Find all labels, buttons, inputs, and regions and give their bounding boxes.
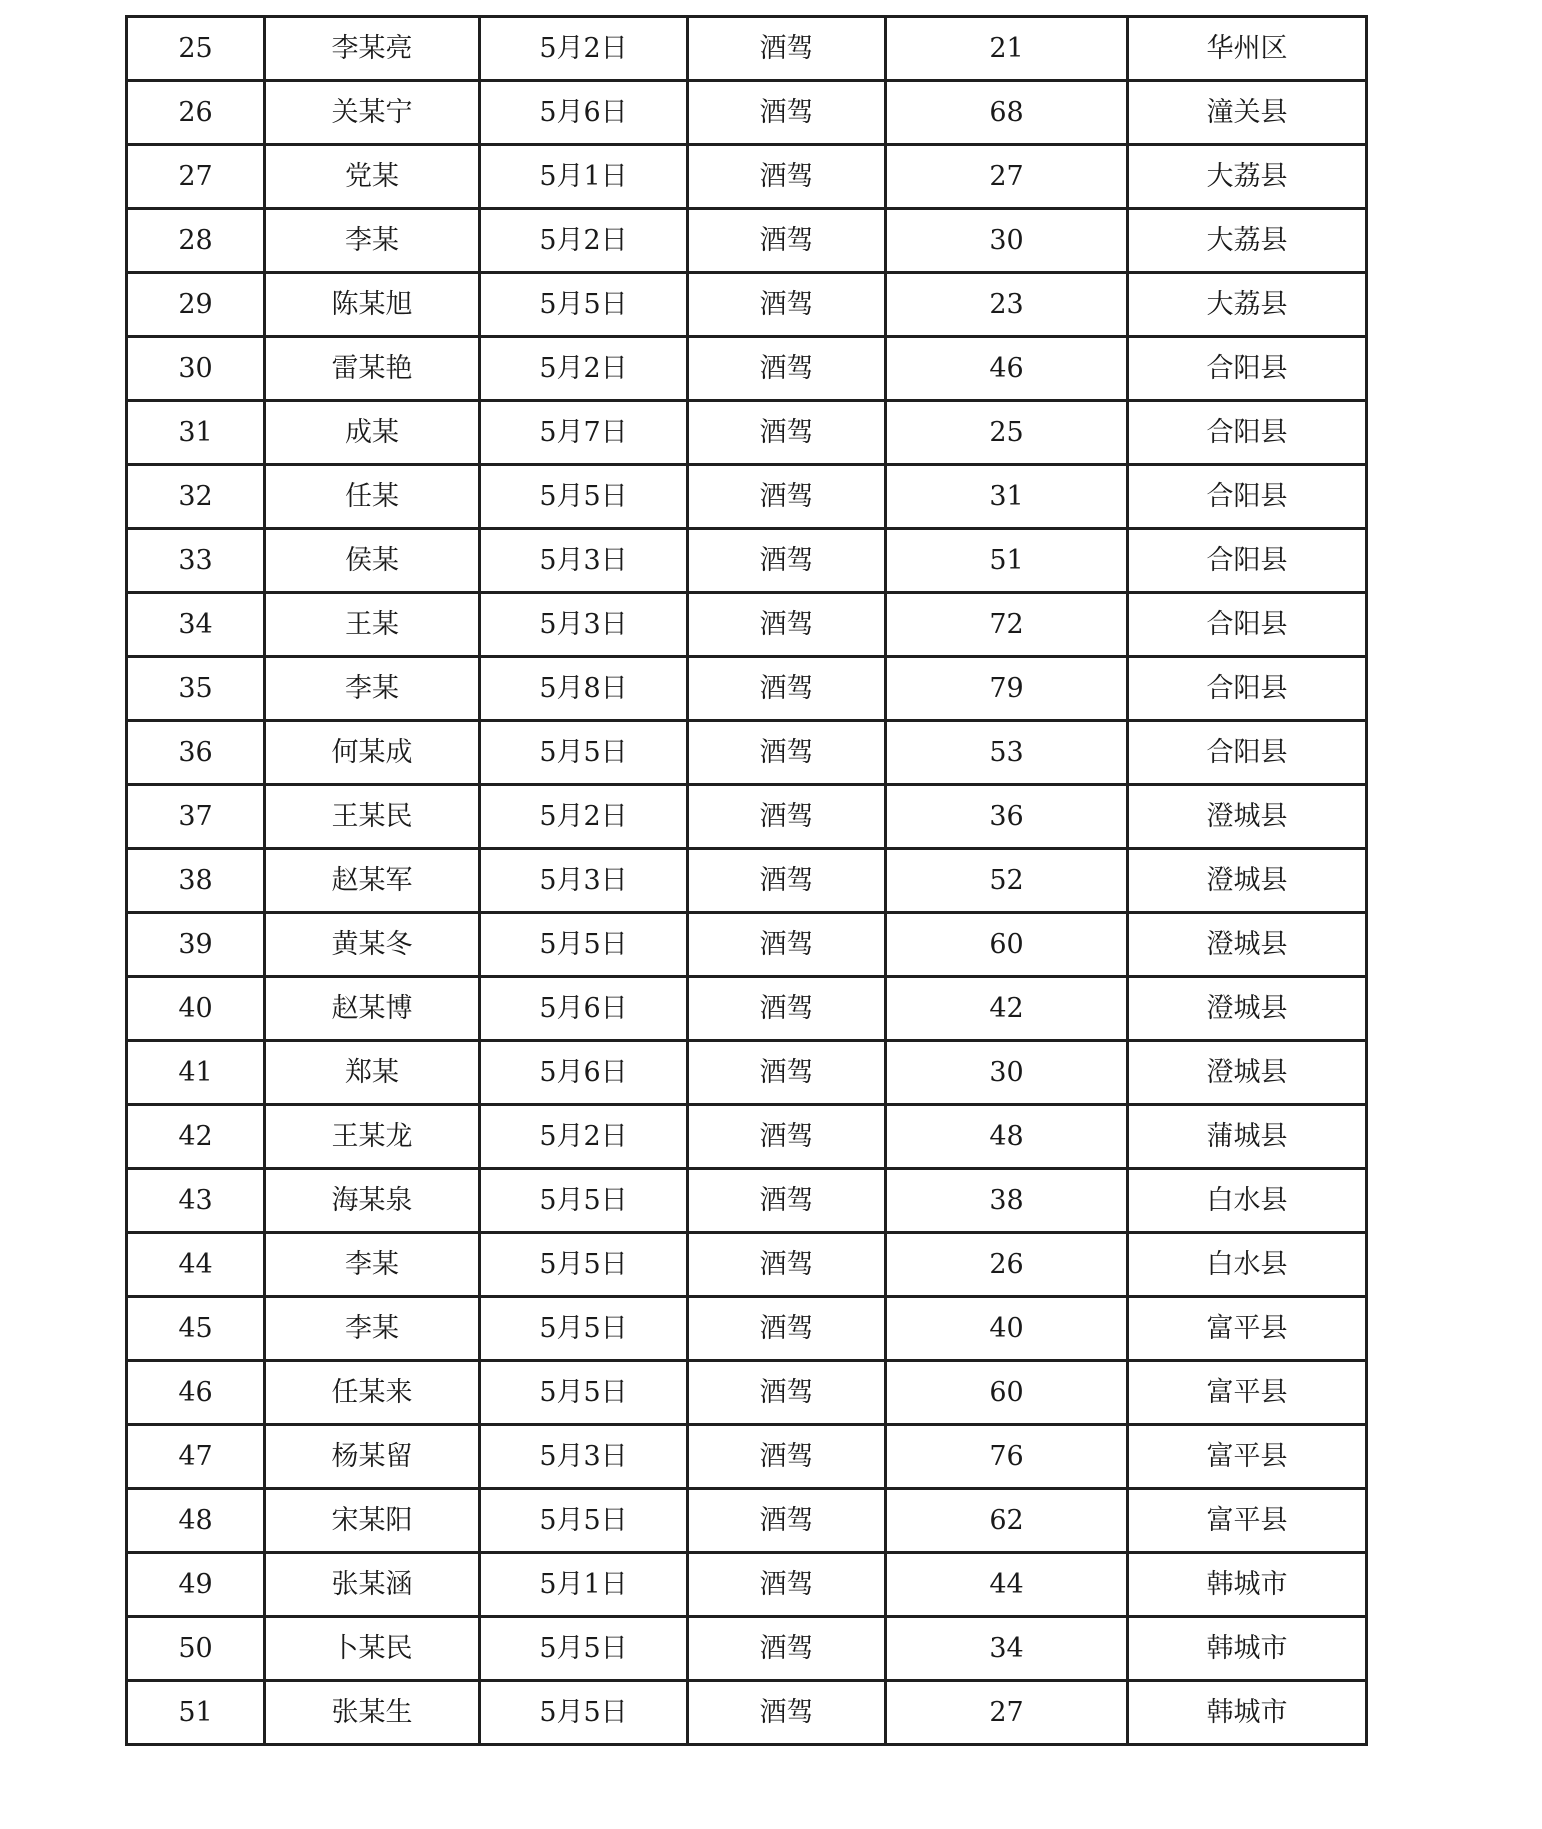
row-number-cell: 30 xyxy=(127,337,265,401)
name-cell: 李某 xyxy=(265,657,480,721)
records-table-body xyxy=(127,17,1367,1745)
district-cell: 大荔县 xyxy=(1128,145,1367,209)
district-cell: 华州区 xyxy=(1128,17,1367,81)
name-cell: 王某 xyxy=(265,593,480,657)
row-number-cell: 44 xyxy=(127,1233,265,1297)
table-row xyxy=(127,17,1367,81)
name-cell: 何某成 xyxy=(265,721,480,785)
name-cell: 张某涵 xyxy=(265,1553,480,1617)
row-number-cell: 25 xyxy=(127,17,265,81)
violation-type-cell: 酒驾 xyxy=(688,593,886,657)
date-cell: 5月2日 xyxy=(480,785,688,849)
date-cell: 5月5日 xyxy=(480,465,688,529)
district-cell: 澄城县 xyxy=(1128,849,1367,913)
district-cell: 合阳县 xyxy=(1128,657,1367,721)
name-cell: 李某 xyxy=(265,1297,480,1361)
violation-type-cell: 酒驾 xyxy=(688,337,886,401)
row-number-cell: 39 xyxy=(127,913,265,977)
row-number-cell: 42 xyxy=(127,1105,265,1169)
name-cell: 黄某冬 xyxy=(265,913,480,977)
district-cell: 富平县 xyxy=(1128,1297,1367,1361)
district-cell: 韩城市 xyxy=(1128,1617,1367,1681)
name-cell: 宋某阳 xyxy=(265,1489,480,1553)
name-cell: 赵某军 xyxy=(265,849,480,913)
violation-type-cell: 酒驾 xyxy=(688,977,886,1041)
district-cell: 韩城市 xyxy=(1128,1553,1367,1617)
value-cell: 40 xyxy=(886,1297,1128,1361)
date-cell: 5月5日 xyxy=(480,1297,688,1361)
date-cell: 5月3日 xyxy=(480,529,688,593)
name-cell: 王某民 xyxy=(265,785,480,849)
table-row xyxy=(127,1681,1367,1745)
value-cell: 26 xyxy=(886,1233,1128,1297)
date-cell: 5月6日 xyxy=(480,977,688,1041)
row-number-cell: 29 xyxy=(127,273,265,337)
name-cell: 赵某博 xyxy=(265,977,480,1041)
value-cell: 68 xyxy=(886,81,1128,145)
date-cell: 5月6日 xyxy=(480,81,688,145)
name-cell: 关某宁 xyxy=(265,81,480,145)
district-cell: 合阳县 xyxy=(1128,401,1367,465)
date-cell: 5月5日 xyxy=(480,1233,688,1297)
district-cell: 潼关县 xyxy=(1128,81,1367,145)
table-row xyxy=(127,145,1367,209)
violation-type-cell: 酒驾 xyxy=(688,401,886,465)
row-number-cell: 36 xyxy=(127,721,265,785)
name-cell: 任某 xyxy=(265,465,480,529)
violation-type-cell: 酒驾 xyxy=(688,209,886,273)
violation-type-cell: 酒驾 xyxy=(688,1105,886,1169)
value-cell: 46 xyxy=(886,337,1128,401)
row-number-cell: 49 xyxy=(127,1553,265,1617)
violation-type-cell: 酒驾 xyxy=(688,81,886,145)
table-row xyxy=(127,273,1367,337)
date-cell: 5月7日 xyxy=(480,401,688,465)
violation-type-cell: 酒驾 xyxy=(688,17,886,81)
name-cell: 王某龙 xyxy=(265,1105,480,1169)
table-row xyxy=(127,1489,1367,1553)
date-cell: 5月8日 xyxy=(480,657,688,721)
date-cell: 5月5日 xyxy=(480,721,688,785)
name-cell: 任某来 xyxy=(265,1361,480,1425)
district-cell: 大荔县 xyxy=(1128,209,1367,273)
district-cell: 澄城县 xyxy=(1128,977,1367,1041)
date-cell: 5月1日 xyxy=(480,1553,688,1617)
table-row xyxy=(127,401,1367,465)
name-cell: 成某 xyxy=(265,401,480,465)
date-cell: 5月5日 xyxy=(480,1617,688,1681)
value-cell: 25 xyxy=(886,401,1128,465)
row-number-cell: 34 xyxy=(127,593,265,657)
row-number-cell: 27 xyxy=(127,145,265,209)
district-cell: 澄城县 xyxy=(1128,1041,1367,1105)
table-row xyxy=(127,209,1367,273)
table-row xyxy=(127,785,1367,849)
name-cell: 党某 xyxy=(265,145,480,209)
table-row xyxy=(127,593,1367,657)
violation-type-cell: 酒驾 xyxy=(688,721,886,785)
value-cell: 62 xyxy=(886,1489,1128,1553)
table-row xyxy=(127,849,1367,913)
value-cell: 79 xyxy=(886,657,1128,721)
district-cell: 白水县 xyxy=(1128,1233,1367,1297)
value-cell: 30 xyxy=(886,1041,1128,1105)
date-cell: 5月5日 xyxy=(480,1361,688,1425)
table-row xyxy=(127,977,1367,1041)
value-cell: 30 xyxy=(886,209,1128,273)
row-number-cell: 38 xyxy=(127,849,265,913)
table-row xyxy=(127,81,1367,145)
row-number-cell: 26 xyxy=(127,81,265,145)
district-cell: 韩城市 xyxy=(1128,1681,1367,1745)
table-row xyxy=(127,1105,1367,1169)
value-cell: 36 xyxy=(886,785,1128,849)
row-number-cell: 50 xyxy=(127,1617,265,1681)
name-cell: 郑某 xyxy=(265,1041,480,1105)
district-cell: 澄城县 xyxy=(1128,785,1367,849)
row-number-cell: 31 xyxy=(127,401,265,465)
violation-type-cell: 酒驾 xyxy=(688,1553,886,1617)
table-row xyxy=(127,1553,1367,1617)
district-cell: 合阳县 xyxy=(1128,337,1367,401)
violation-type-cell: 酒驾 xyxy=(688,529,886,593)
table-row xyxy=(127,657,1367,721)
value-cell: 27 xyxy=(886,1681,1128,1745)
district-cell: 合阳县 xyxy=(1128,721,1367,785)
table-row xyxy=(127,721,1367,785)
row-number-cell: 40 xyxy=(127,977,265,1041)
table-row xyxy=(127,1041,1367,1105)
row-number-cell: 28 xyxy=(127,209,265,273)
name-cell: 海某泉 xyxy=(265,1169,480,1233)
row-number-cell: 46 xyxy=(127,1361,265,1425)
violation-type-cell: 酒驾 xyxy=(688,785,886,849)
value-cell: 34 xyxy=(886,1617,1128,1681)
violation-type-cell: 酒驾 xyxy=(688,1169,886,1233)
district-cell: 富平县 xyxy=(1128,1425,1367,1489)
value-cell: 60 xyxy=(886,1361,1128,1425)
name-cell: 李某 xyxy=(265,1233,480,1297)
name-cell: 侯某 xyxy=(265,529,480,593)
records-table xyxy=(125,15,1368,1746)
date-cell: 5月5日 xyxy=(480,1169,688,1233)
table-row xyxy=(127,913,1367,977)
district-cell: 澄城县 xyxy=(1128,913,1367,977)
date-cell: 5月3日 xyxy=(480,849,688,913)
date-cell: 5月2日 xyxy=(480,337,688,401)
value-cell: 44 xyxy=(886,1553,1128,1617)
violation-type-cell: 酒驾 xyxy=(688,1041,886,1105)
value-cell: 51 xyxy=(886,529,1128,593)
date-cell: 5月5日 xyxy=(480,1489,688,1553)
name-cell: 杨某留 xyxy=(265,1425,480,1489)
row-number-cell: 41 xyxy=(127,1041,265,1105)
date-cell: 5月5日 xyxy=(480,273,688,337)
name-cell: 李某亮 xyxy=(265,17,480,81)
value-cell: 76 xyxy=(886,1425,1128,1489)
row-number-cell: 33 xyxy=(127,529,265,593)
value-cell: 53 xyxy=(886,721,1128,785)
date-cell: 5月2日 xyxy=(480,17,688,81)
violation-type-cell: 酒驾 xyxy=(688,1297,886,1361)
row-number-cell: 37 xyxy=(127,785,265,849)
date-cell: 5月3日 xyxy=(480,593,688,657)
value-cell: 60 xyxy=(886,913,1128,977)
violation-type-cell: 酒驾 xyxy=(688,1617,886,1681)
value-cell: 52 xyxy=(886,849,1128,913)
name-cell: 李某 xyxy=(265,209,480,273)
violation-type-cell: 酒驾 xyxy=(688,849,886,913)
row-number-cell: 47 xyxy=(127,1425,265,1489)
row-number-cell: 45 xyxy=(127,1297,265,1361)
violation-type-cell: 酒驾 xyxy=(688,1233,886,1297)
row-number-cell: 51 xyxy=(127,1681,265,1745)
row-number-cell: 48 xyxy=(127,1489,265,1553)
table-row xyxy=(127,1425,1367,1489)
value-cell: 21 xyxy=(886,17,1128,81)
value-cell: 27 xyxy=(886,145,1128,209)
date-cell: 5月6日 xyxy=(480,1041,688,1105)
document-page xyxy=(125,15,1365,1746)
table-row xyxy=(127,1169,1367,1233)
date-cell: 5月5日 xyxy=(480,913,688,977)
district-cell: 合阳县 xyxy=(1128,465,1367,529)
table-row xyxy=(127,465,1367,529)
value-cell: 38 xyxy=(886,1169,1128,1233)
date-cell: 5月1日 xyxy=(480,145,688,209)
district-cell: 大荔县 xyxy=(1128,273,1367,337)
table-row xyxy=(127,529,1367,593)
row-number-cell: 35 xyxy=(127,657,265,721)
name-cell: 雷某艳 xyxy=(265,337,480,401)
violation-type-cell: 酒驾 xyxy=(688,273,886,337)
district-cell: 合阳县 xyxy=(1128,593,1367,657)
violation-type-cell: 酒驾 xyxy=(688,1489,886,1553)
table-row xyxy=(127,1297,1367,1361)
district-cell: 富平县 xyxy=(1128,1361,1367,1425)
value-cell: 48 xyxy=(886,1105,1128,1169)
violation-type-cell: 酒驾 xyxy=(688,657,886,721)
row-number-cell: 43 xyxy=(127,1169,265,1233)
table-row xyxy=(127,1233,1367,1297)
district-cell: 合阳县 xyxy=(1128,529,1367,593)
date-cell: 5月3日 xyxy=(480,1425,688,1489)
name-cell: 陈某旭 xyxy=(265,273,480,337)
district-cell: 蒲城县 xyxy=(1128,1105,1367,1169)
date-cell: 5月2日 xyxy=(480,1105,688,1169)
table-row xyxy=(127,1617,1367,1681)
violation-type-cell: 酒驾 xyxy=(688,913,886,977)
value-cell: 23 xyxy=(886,273,1128,337)
violation-type-cell: 酒驾 xyxy=(688,1361,886,1425)
district-cell: 富平县 xyxy=(1128,1489,1367,1553)
date-cell: 5月2日 xyxy=(480,209,688,273)
value-cell: 42 xyxy=(886,977,1128,1041)
name-cell: 张某生 xyxy=(265,1681,480,1745)
table-row xyxy=(127,337,1367,401)
table-row xyxy=(127,1361,1367,1425)
value-cell: 72 xyxy=(886,593,1128,657)
district-cell: 白水县 xyxy=(1128,1169,1367,1233)
violation-type-cell: 酒驾 xyxy=(688,1681,886,1745)
violation-type-cell: 酒驾 xyxy=(688,145,886,209)
violation-type-cell: 酒驾 xyxy=(688,465,886,529)
row-number-cell: 32 xyxy=(127,465,265,529)
date-cell: 5月5日 xyxy=(480,1681,688,1745)
value-cell: 31 xyxy=(886,465,1128,529)
name-cell: 卜某民 xyxy=(265,1617,480,1681)
violation-type-cell: 酒驾 xyxy=(688,1425,886,1489)
